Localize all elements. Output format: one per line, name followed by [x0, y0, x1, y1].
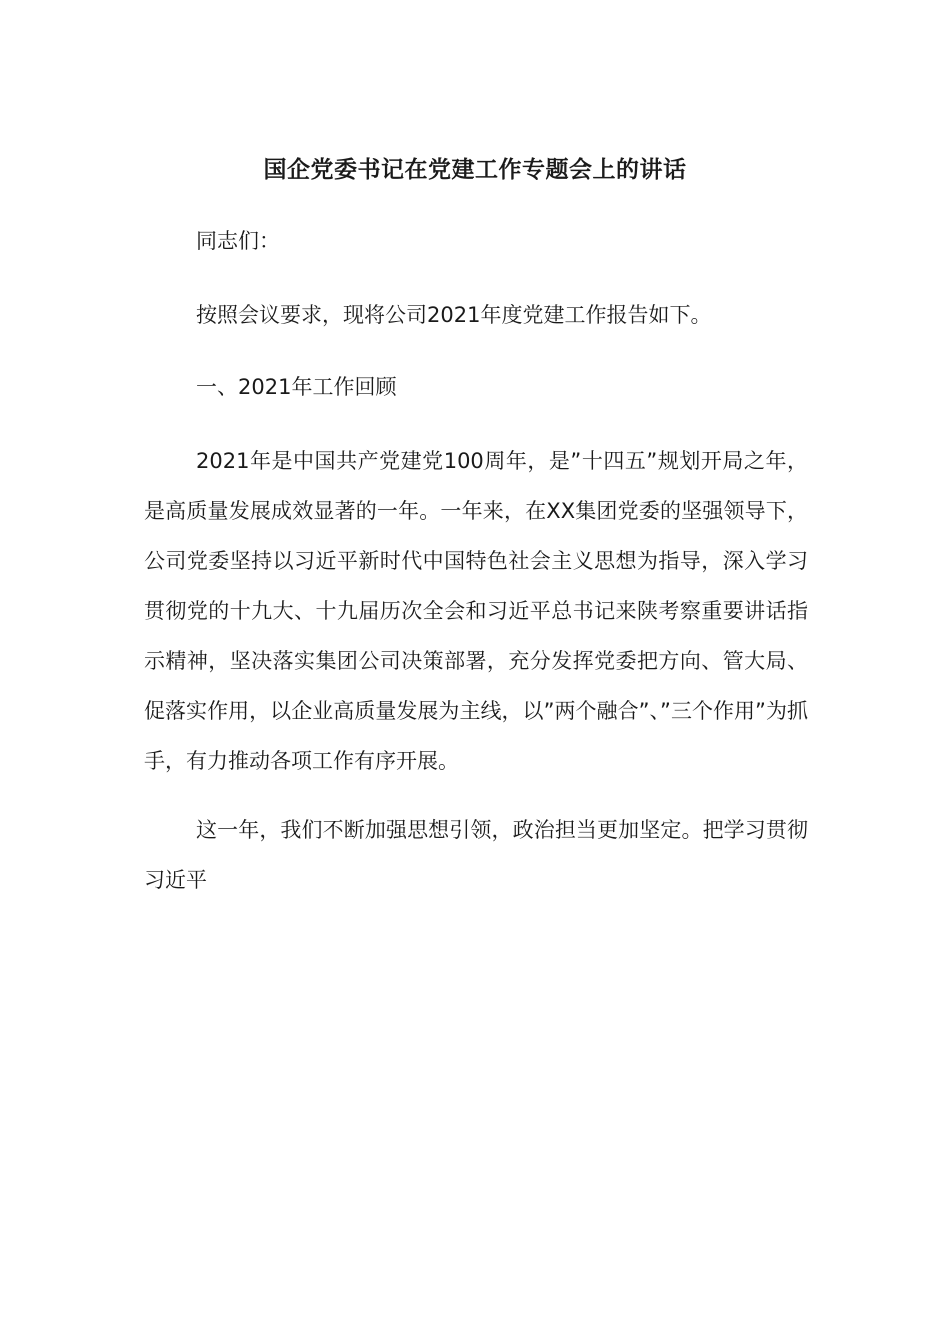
- document-title: 国企党委书记在党建工作专题会上的讲话: [263, 157, 687, 183]
- salutation: 同志们：: [196, 229, 280, 253]
- section-heading: 一、2021年工作回顾: [196, 375, 397, 399]
- body-paragraph: 2021年是中国共产党建党100周年，是”十四五”规划开局之年，是高质量发展成效显著的一年。一年来，在XX集团党委的坚强领导下，公司党委坚持以习近平新时代中国特色社会主义思想为指导，深入学习贯彻党的十九大、十九届历次全会和习近平总书记来陕考察重要讲话指示精神，坚决落实集团公司决策部署，充分发挥党委把方向、管大局、促落实作用，以企业高质量发展为主线，以”两个融合”、”三个作用”为抓手，有力推动各项工作有序开展。: [144, 449, 808, 773]
- body-paragraph: 这一年，我们不断加强思想引领，政治担当更加坚定。把学习贯彻习近平: [144, 818, 808, 892]
- intro-paragraph: 按照会议要求，现将公司2021年度党建工作报告如下。: [196, 303, 712, 327]
